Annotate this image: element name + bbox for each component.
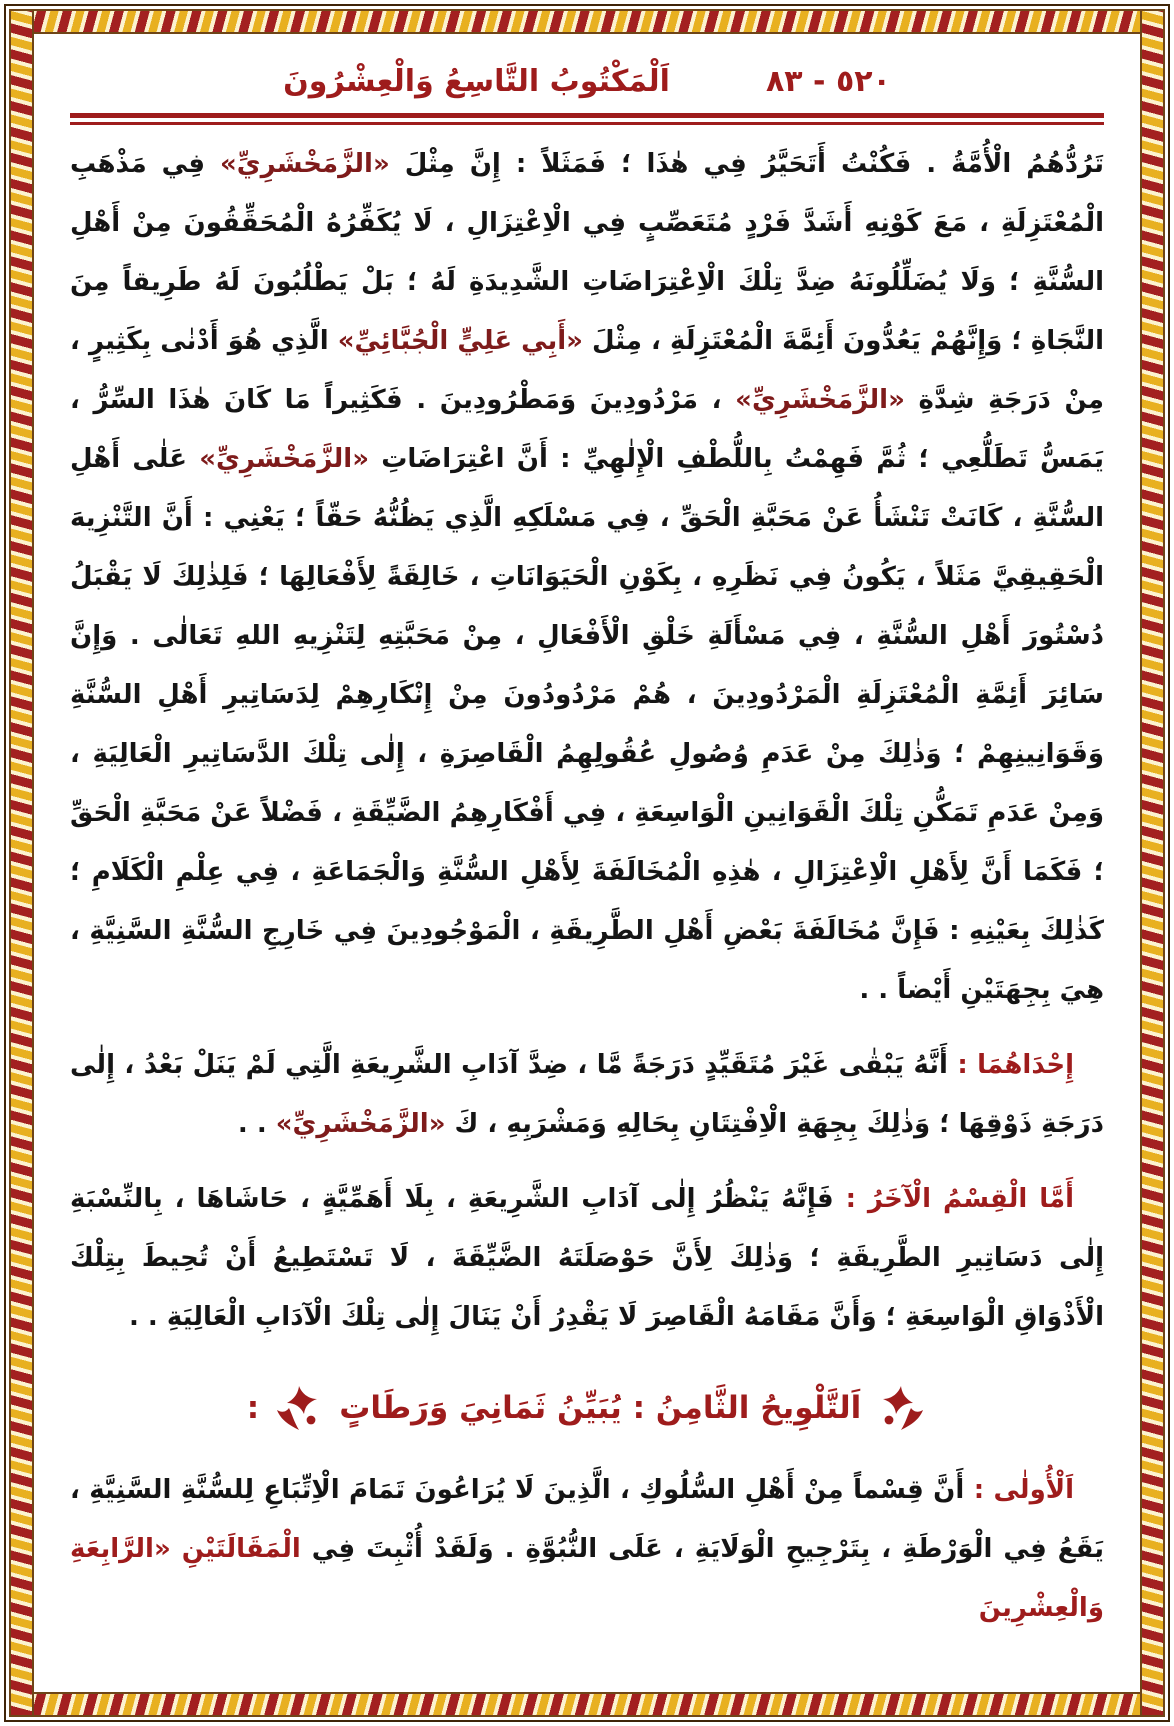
paragraph-text: الَّذِي هُوَ أَدْنٰى بِكَثِيرٍ ، مِنْ دَرَجَةِ شِدَّةِ: [70, 326, 1104, 415]
highlighted-name: «الزَّمَخْشَرِيِّ»: [735, 385, 905, 415]
border-braid-left: [9, 9, 34, 1717]
paragraph-lead-label: أَمَّا الْقِسْمُ الْآخَرُ :: [845, 1184, 1074, 1214]
paragraph-lead-label: اَلْأُولٰى :: [973, 1475, 1074, 1505]
header-divider-thin-line: [70, 122, 1104, 125]
paragraph-2: [70, 1036, 1104, 1154]
paragraph-text: فِي مَذْهَبِ الْمُعْتَزِلَةِ ، مَعَ كَوْنِهِ أَشَدَّ فَرْدٍ مُتَعَصِّبٍ فِي الْاِعْتِزَالِ ، لَا يُكَفِّرُهُ الْمُحَقِّقُونَ مِنْ أَهْلِ السُّنَّةِ ؛ وَلَا يُضَلِّلُونَهُ ضِدَّ تِلْكَ الْاِعْتِرَاضَاتِ الشَّدِيدَةِ لَهُ ؛ بَلْ يَطْلُبُونَ لَهُ طَرِيقاً مِنَ النَّجَاةِ ؛ وَإِنَّهُمْ يَعُدُّونَ أَئِمَّةَ الْمُعْتَزِلَةِ ، مِثْلَ: [70, 149, 1104, 356]
highlighted-name: «أَبِي عَلِيٍّ الْجُبَّائِيِّ»: [337, 326, 583, 356]
highlighted-name: «الزَّمَخْشَرِيِّ»: [199, 444, 369, 474]
paragraph-text: . .: [237, 1109, 276, 1139]
paragraph-3: [70, 1170, 1104, 1347]
page-header: [70, 64, 1104, 99]
highlighted-reference: الْمَقَالَتَيْنِ «الرَّابِعَةِ وَالْعِشْرِينَ: [70, 1534, 1104, 1623]
section-heading-text: اَلتَّلْوِيحُ الثَّامِنُ : يُبَيِّنُ ثَمَانِيَ وَرَطَاتٍ: [339, 1390, 862, 1426]
section-heading: [70, 1373, 1104, 1443]
page-content: [70, 58, 1104, 1684]
page-title: اَلْمَكْتُوبُ التَّاسِعُ وَالْعِشْرُونَ: [283, 64, 670, 99]
paragraph-4: [70, 1461, 1104, 1638]
paragraph-text: أَنَّهُ يَبْقٰى غَيْرَ مُتَقَيِّدٍ دَرَجَةً مَّا ، ضِدَّ آدَابِ الشَّرِيعَةِ الَّتِي لَمْ يَنَلْ بَعْدُ ، إِلٰى دَرَجَةِ ذَوْقِهَا ؛ وَذٰلِكَ بِجِهَةِ الْاِفْتِتَانِ بِحَالِهِ وَمَشْرَبِهِ ، كَ: [70, 1050, 1104, 1139]
paragraph-text: تَرُدُّهُمُ الْأُمَّةُ . فَكُنْتُ أَتَحَيَّرُ فِي هٰذَا ؛ فَمَثَلاً : إِنَّ مِثْلَ: [389, 149, 1104, 179]
floral-ornament-icon: [273, 1384, 325, 1432]
paragraph-text: فَإِنَّهُ يَنْظُرُ إِلٰى آدَابِ الشَّرِيعَةِ ، بِلَا أَهَمِّيَّةٍ ، حَاشَاهَا ، بِالنِّسْبَةِ إِلٰى دَسَاتِيرِ الطَّرِيقَةِ ؛ وَذٰلِكَ لِأَنَّ حَوْصَلَتَهُ الضَّيِّقَةَ ، لَا تَسْتَطِيعُ أَنْ تُحِيطَ بِتِلْكَ الْأَذْوَاقِ الْوَاسِعَةِ ؛ وَأَنَّ مَقَامَهُ الْقَاصِرَ لَا يَقْدِرُ أَنْ يَنَالَ إِلٰى تِلْكَ الْآدَابِ الْعَالِيَةِ . .: [70, 1184, 1104, 1332]
paragraph-lead-label: إِحْدَاهُمَا :: [957, 1050, 1074, 1080]
header-divider: [70, 113, 1104, 125]
border-braid-right: [1140, 9, 1165, 1717]
highlighted-name: «الزَّمَخْشَرِيِّ»: [275, 1109, 446, 1139]
paragraph-1: [70, 135, 1104, 1020]
paragraph-text: عَلٰى أَهْلِ السُّنَّةِ ، كَانَتْ تَنْشَأُ عَنْ مَحَبَّةِ الْحَقِّ ، فِي مَسْلَكِهِ الَّذِي يَظُنُّهُ حَقّاً ؛ يَعْنِي : أَنَّ التَّنْزِيهَ الْحَقِيقِيَّ مَثَلاً ، يَكُونُ فِي نَظَرِهِ ، بِكَوْنِ الْحَيَوَانَاتِ ، خَالِقَةً لِأَفْعَالِهَا ؛ فَلِذٰلِكَ لَا يَقْبَلُ دُسْتُورَ أَهْلِ السُّنَّةِ ، فِي مَسْأَلَةِ خَلْقِ الْأَفْعَالِ ، مِنْ مَحَبَّتِهِ لِتَنْزِيهِ اللهِ تَعَالٰى . وَإِنَّ سَائِرَ أَئِمَّةِ الْمُعْتَزِلَةِ الْمَرْدُودِينَ ، هُمْ مَرْدُودُونَ مِنْ إِنْكَارِهِمْ لِدَسَاتِيرِ أَهْلِ السُّنَّةِ وَقَوَانِينِهِمْ ؛ وَذٰلِكَ مِنْ عَدَمِ وُصُولِ عُقُولِهِمُ الْقَاصِرَةِ ، إِلٰى تِلْكَ الدَّسَاتِيرِ الْعَالِيَةِ ، وَمِنْ عَدَمِ تَمَكُّنِ تِلْكَ الْقَوَانِينِ الْوَاسِعَةِ ، فِي أَفْكَارِهِمُ الضَّيِّقَةِ ، فَضْلاً عَنْ مَحَبَّةِ الْحَقِّ ؛ فَكَمَا أَنَّ لِأَهْلِ الْاِعْتِزَالِ ، هٰذِهِ الْمُخَالَفَةَ لِأَهْلِ السُّنَّةِ وَالْجَمَاعَةِ ، فِي عِلْمِ الْكَلَامِ ؛ كَذٰلِكَ بِعَيْنِهِ : فَإِنَّ مُخَالَفَةَ بَعْضِ أَهْلِ الطَّرِيقَةِ ، الْمَوْجُودِينَ فِي خَارِجِ السُّنَّةِ السَّنِيَّةِ ، هِيَ بِجِهَتَيْنِ أَيْضاً . .: [70, 444, 1104, 1005]
floral-ornament-icon: [875, 1384, 927, 1432]
border-braid-top: [9, 9, 1165, 34]
header-divider-thick-line: [70, 113, 1104, 118]
body-text: [70, 135, 1104, 1638]
highlighted-name: «الزَّمَخْشَرِيِّ»: [220, 149, 390, 179]
paragraph-text: أَنَّ قِسْماً مِنْ أَهْلِ السُّلُوكِ ، الَّذِينَ لَا يُرَاعُونَ تَمَامَ الْاِتِّبَاعِ لِلسُّنَّةِ السَّنِيَّةِ ، يَقَعُ فِي الْوَرْطَةِ ، بِتَرْجِيحِ الْوَلَايَةِ ، عَلَى النُّبُوَّةِ . وَلَقَدْ أُثْبِتَ فِي: [70, 1475, 1104, 1564]
section-heading-colon: :: [246, 1390, 260, 1426]
border-braid-bottom: [9, 1692, 1165, 1717]
paragraph-text: ، مَرْدُودِينَ وَمَطْرُودِينَ . فَكَثِيراً مَا كَانَ هٰذَا السِّرُّ ، يَمَسُّ تَطَلُّعِي ؛ ثُمَّ فَهِمْتُ بِاللُّطْفِ الْإِلٰهِيِّ : أَنَّ اعْتِرَاضَاتِ: [70, 385, 1104, 474]
page-number: ٥٢٠ - ٨٣: [765, 64, 891, 99]
